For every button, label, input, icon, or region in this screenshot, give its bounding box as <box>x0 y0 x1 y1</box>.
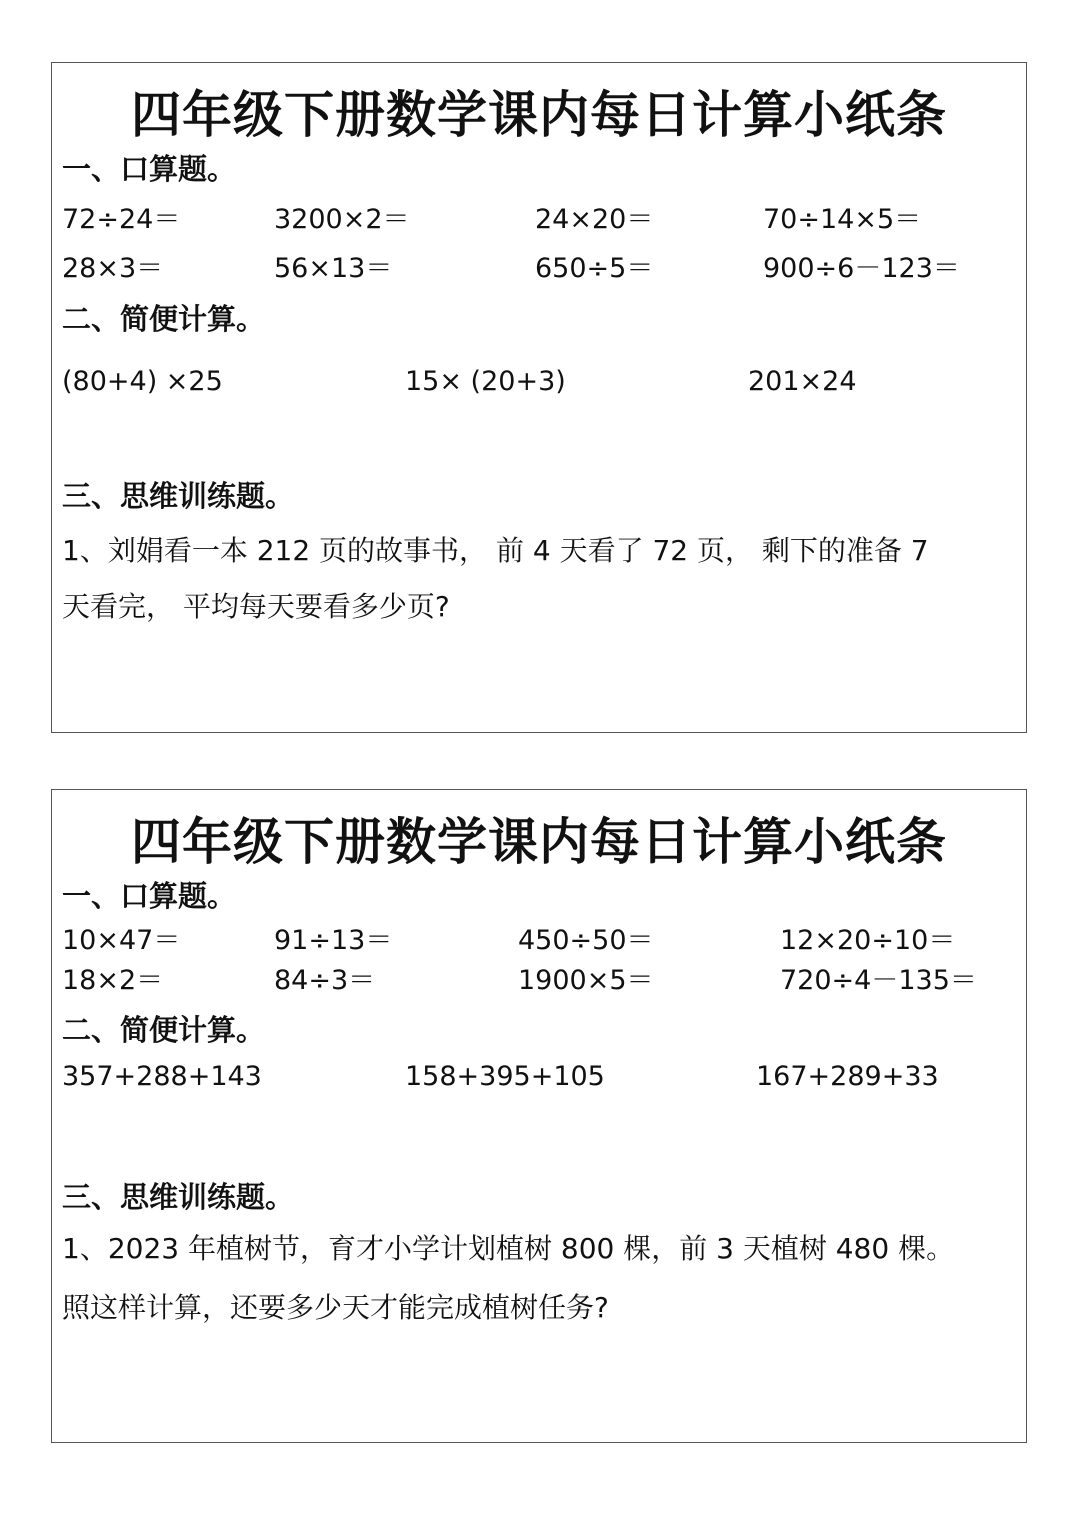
section-heading-oral: 一、口算题。 <box>62 879 237 913</box>
oral-problem: 1900×5＝ <box>518 965 654 996</box>
simplified-problem: 167+289+33 <box>756 1061 939 1092</box>
simplified-problem: 201×24 <box>748 366 857 397</box>
section-heading-simplified: 二、简便计算。 <box>62 1013 266 1047</box>
word-problem-line: 1、2023 年植树节，育才小学计划植树 800 棵，前 3 天植树 480 棵。 <box>62 1232 955 1265</box>
oral-problem: 3200×2＝ <box>274 204 410 235</box>
worksheet-title: 四年级下册数学课内每日计算小纸条 <box>131 86 947 144</box>
oral-problem: 450÷50＝ <box>518 925 654 956</box>
oral-problem: 56×13＝ <box>274 253 393 284</box>
oral-problem: 91÷13＝ <box>274 925 393 956</box>
oral-problem: 12×20÷10＝ <box>780 925 956 956</box>
worksheet-card-1 <box>51 62 1027 733</box>
oral-problem: 18×2＝ <box>62 965 164 996</box>
oral-problem: 10×47＝ <box>62 925 181 956</box>
oral-problem: 24×20＝ <box>535 204 654 235</box>
oral-problem: 28×3＝ <box>62 253 164 284</box>
oral-problem: 84÷3＝ <box>274 965 376 996</box>
oral-problem: 70÷14×5＝ <box>763 204 922 235</box>
section-heading-thinking: 三、思维训练题。 <box>62 1180 295 1214</box>
word-problem-line: 照这样计算，还要多少天才能完成植树任务? <box>62 1291 609 1324</box>
section-heading-thinking: 三、思维训练题。 <box>62 479 295 513</box>
section-heading-oral: 一、口算题。 <box>62 152 237 186</box>
simplified-problem: (80+4) ×25 <box>62 366 223 397</box>
section-heading-simplified: 二、简便计算。 <box>62 302 266 336</box>
simplified-problem: 357+288+143 <box>62 1061 262 1092</box>
word-problem-line: 1、刘娟看一本 212 页的故事书， 前 4 天看了 72 页， 剩下的准备 7 <box>62 534 929 567</box>
oral-problem: 900÷6－123＝ <box>763 253 960 284</box>
simplified-problem: 158+395+105 <box>405 1061 605 1092</box>
worksheet-title: 四年级下册数学课内每日计算小纸条 <box>131 813 947 871</box>
oral-problem: 72÷24＝ <box>62 204 181 235</box>
worksheet-card-2 <box>51 789 1027 1443</box>
word-problem-line: 天看完， 平均每天要看多少页? <box>62 590 450 623</box>
oral-problem: 720÷4－135＝ <box>780 965 977 996</box>
simplified-problem: 15× (20+3) <box>405 366 566 397</box>
oral-problem: 650÷5＝ <box>535 253 654 284</box>
